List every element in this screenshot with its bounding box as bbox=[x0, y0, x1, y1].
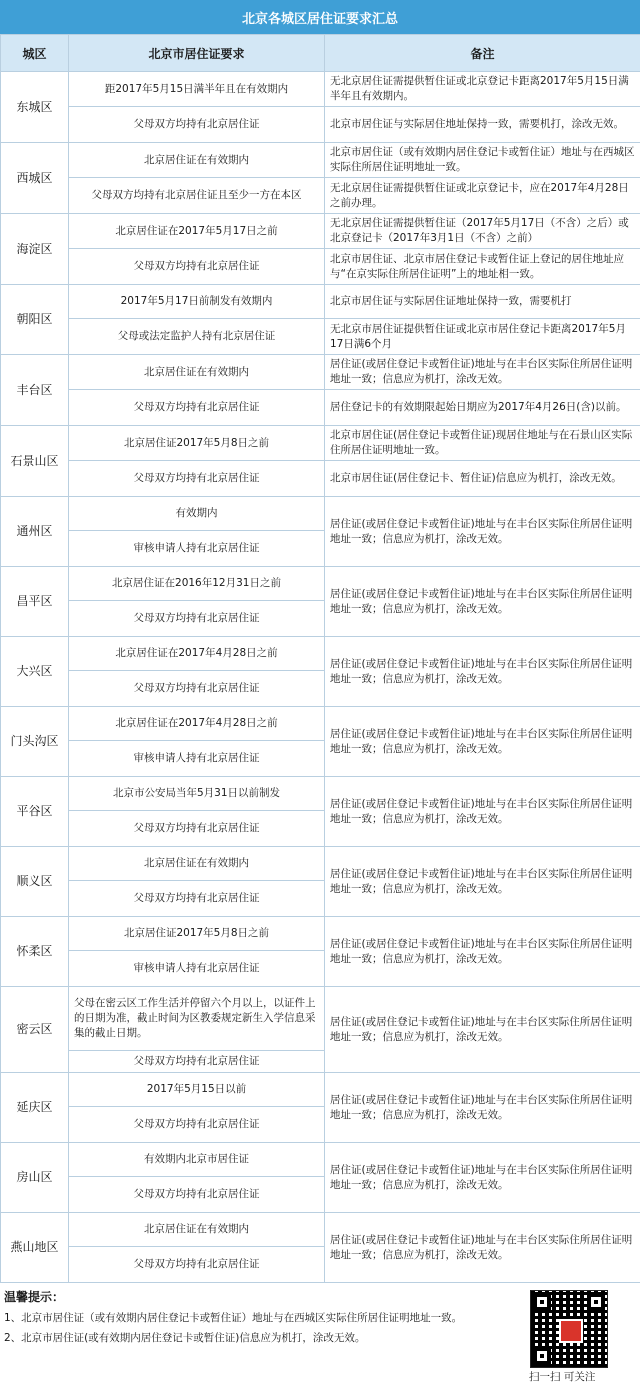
requirement-cell: 北京居住证在有效期内 bbox=[69, 355, 325, 390]
district-cell: 昌平区 bbox=[1, 567, 69, 637]
district-cell: 顺义区 bbox=[1, 847, 69, 917]
requirement-cell: 北京居住证2017年5月8日之前 bbox=[69, 917, 325, 951]
requirement-cell: 父母在密云区工作生活并停留六个月以上，以证件上的日期为准，截止时间为区教委规定新生入学信息采集的截止日期。 bbox=[69, 987, 325, 1051]
table-row bbox=[1, 143, 640, 178]
requirement-cell: 父母双方均持有北京居住证 bbox=[69, 249, 325, 285]
table-row bbox=[1, 178, 640, 214]
qr-code-icon bbox=[530, 1290, 608, 1368]
table-row bbox=[1, 355, 640, 390]
footer bbox=[0, 1286, 640, 1381]
table-row bbox=[1, 214, 640, 249]
table-header-row bbox=[1, 35, 640, 72]
note-cell: 居住证(或居住登记卡或暂住证)地址与在丰台区实际住所居住证明地址一致；信息应为机打，涂改无效。 bbox=[325, 777, 640, 847]
column-header-district: 城区 bbox=[1, 35, 69, 72]
requirement-cell: 北京居住证在2017年5月17日之前 bbox=[69, 214, 325, 249]
district-cell: 怀柔区 bbox=[1, 917, 69, 987]
table-row bbox=[1, 847, 640, 881]
logo-icon bbox=[559, 1319, 583, 1343]
district-cell: 西城区 bbox=[1, 143, 69, 214]
district-cell: 房山区 bbox=[1, 1143, 69, 1213]
requirements-table bbox=[0, 34, 640, 1283]
note-cell: 北京市居住证(居住登记卡、暂住证)信息应为机打，涂改无效。 bbox=[325, 461, 640, 497]
requirement-cell: 父母或法定监护人持有北京居住证 bbox=[69, 319, 325, 355]
requirement-cell: 审核申请人持有北京居住证 bbox=[69, 741, 325, 777]
table-row bbox=[1, 777, 640, 811]
requirement-cell: 父母双方均持有北京居住证 bbox=[69, 811, 325, 847]
table-row bbox=[1, 1213, 640, 1247]
note-cell: 北京市居住证(居住登记卡或暂住证)现居住地址与在石景山区实际住所居住证明地址一致。 bbox=[325, 426, 640, 461]
district-cell: 大兴区 bbox=[1, 637, 69, 707]
requirement-cell: 父母双方均持有北京居住证 bbox=[69, 1051, 325, 1073]
table-row bbox=[1, 1073, 640, 1107]
note-cell: 居住证(或居住登记卡或暂住证)地址与在丰台区实际住所居住证明地址一致；信息应为机打，涂改无效。 bbox=[325, 847, 640, 917]
requirement-cell: 父母双方均持有北京居住证 bbox=[69, 881, 325, 917]
note-cell: 居住证(或居住登记卡或暂住证)地址与在丰台区实际住所居住证明地址一致；信息应为机打，涂改无效。 bbox=[325, 1213, 640, 1283]
table-row bbox=[1, 917, 640, 951]
note-cell: 居住证(或居住登记卡或暂住证)地址与在丰台区实际住所居住证明地址一致；信息应为机打，涂改无效。 bbox=[325, 497, 640, 567]
requirement-cell: 父母双方均持有北京居住证 bbox=[69, 1247, 325, 1283]
requirement-cell: 北京居住证在有效期内 bbox=[69, 847, 325, 881]
requirement-cell: 北京市公安局当年5月31日以前制发 bbox=[69, 777, 325, 811]
note-cell: 居住证(或居住登记卡或暂住证)地址与在丰台区实际住所居住证明地址一致；信息应为机打，涂改无效。 bbox=[325, 1073, 640, 1143]
table-row bbox=[1, 707, 640, 741]
requirement-cell: 2017年5月15日以前 bbox=[69, 1073, 325, 1107]
district-cell: 丰台区 bbox=[1, 355, 69, 426]
requirement-cell: 父母双方均持有北京居住证 bbox=[69, 1107, 325, 1143]
table-row bbox=[1, 1143, 640, 1177]
district-cell: 密云区 bbox=[1, 987, 69, 1073]
district-cell: 门头沟区 bbox=[1, 707, 69, 777]
requirement-cell: 2017年5月17日前制发有效期内 bbox=[69, 285, 325, 319]
requirement-cell: 北京居住证在有效期内 bbox=[69, 1213, 325, 1247]
requirement-cell: 父母双方均持有北京居住证 bbox=[69, 1177, 325, 1213]
table-row bbox=[1, 461, 640, 497]
note-cell: 居住证(或居住登记卡或暂住证)地址与在丰台区实际住所居住证明地址一致；信息应为机打，涂改无效。 bbox=[325, 567, 640, 637]
requirement-cell: 北京居住证在2017年4月28日之前 bbox=[69, 637, 325, 671]
district-cell: 延庆区 bbox=[1, 1073, 69, 1143]
note-cell: 无北京市居住证提供暂住证或北京市居住登记卡距离2017年5月17日满6个月 bbox=[325, 319, 640, 355]
district-cell: 通州区 bbox=[1, 497, 69, 567]
requirement-cell: 审核申请人持有北京居住证 bbox=[69, 531, 325, 567]
requirement-cell: 父母双方均持有北京居住证且至少一方在本区 bbox=[69, 178, 325, 214]
requirement-cell: 北京居住证2017年5月8日之前 bbox=[69, 426, 325, 461]
requirement-cell: 父母双方均持有北京居住证 bbox=[69, 461, 325, 497]
note-cell: 居住证(或居住登记卡或暂住证)地址与在丰台区实际住所居住证明地址一致；信息应为机打，涂改无效。 bbox=[325, 637, 640, 707]
note-cell: 北京市居住证、北京市居住登记卡或暂住证上登记的居住地址应与“在京实际住所居住证明”上的地址相一致。 bbox=[325, 249, 640, 285]
requirement-cell: 有效期内 bbox=[69, 497, 325, 531]
table-row bbox=[1, 987, 640, 1051]
note-cell: 北京市居住证与实际居住地址保持一致，需要机打，涂改无效。 bbox=[325, 107, 640, 143]
tip-item: 2、北京市居住证(或有效期内居住登记卡或暂住证)信息应为机打，涂改无效。 bbox=[4, 1330, 365, 1345]
tip-item: 1、北京市居住证（或有效期内居住登记卡或暂住证）地址与在西城区实际住所居住证明地址一致。 bbox=[4, 1310, 462, 1325]
requirement-cell: 北京居住证在有效期内 bbox=[69, 143, 325, 178]
requirement-cell: 父母双方均持有北京居住证 bbox=[69, 390, 325, 426]
requirement-cell: 审核申请人持有北京居住证 bbox=[69, 951, 325, 987]
note-cell: 北京市居住证与实际居住证地址保持一致，需要机打 bbox=[325, 285, 640, 319]
table-row bbox=[1, 319, 640, 355]
requirement-cell: 距2017年5月15日满半年且在有效期内 bbox=[69, 72, 325, 107]
note-cell: 居住证(或居住登记卡或暂住证)地址与在丰台区实际住所居住证明地址一致；信息应为机打，涂改无效。 bbox=[325, 1143, 640, 1213]
column-header-requirement: 北京市居住证要求 bbox=[69, 35, 325, 72]
district-cell: 东城区 bbox=[1, 72, 69, 143]
note-cell: 居住证(或居住登记卡或暂住证)地址与在丰台区实际住所居住证明地址一致；信息应为机打，涂改无效。 bbox=[325, 355, 640, 390]
note-cell: 无北京居住证需提供暂住证或北京登记卡，应在2017年4月28日之前办理。 bbox=[325, 178, 640, 214]
page-title: 北京各城区居住证要求汇总 bbox=[0, 0, 640, 34]
note-cell: 无北京居住证需提供暂住证或北京登记卡距离2017年5月15日满半年且有效期内。 bbox=[325, 72, 640, 107]
table-row bbox=[1, 497, 640, 531]
table-row bbox=[1, 249, 640, 285]
table-row bbox=[1, 426, 640, 461]
district-cell: 石景山区 bbox=[1, 426, 69, 497]
requirement-cell: 北京居住证在2016年12月31日之前 bbox=[69, 567, 325, 601]
table-row bbox=[1, 107, 640, 143]
note-cell: 居住证(或居住登记卡或暂住证)地址与在丰台区实际住所居住证明地址一致；信息应为机打，涂改无效。 bbox=[325, 987, 640, 1073]
note-cell: 居住证(或居住登记卡或暂住证)地址与在丰台区实际住所居住证明地址一致；信息应为机打，涂改无效。 bbox=[325, 707, 640, 777]
requirement-cell: 父母双方均持有北京居住证 bbox=[69, 601, 325, 637]
tips-title: 温馨提示： bbox=[4, 1288, 64, 1305]
column-header-note: 备注 bbox=[325, 35, 640, 72]
table-row bbox=[1, 567, 640, 601]
note-cell: 北京市居住证（或有效期内居住登记卡或暂住证）地址与在西城区实际住所居住证明地址一致。 bbox=[325, 143, 640, 178]
note-cell: 居住登记卡的有效期限起始日期应为2017年4月26日(含)以前。 bbox=[325, 390, 640, 426]
note-cell: 居住证(或居住登记卡或暂住证)地址与在丰台区实际住所居住证明地址一致；信息应为机打，涂改无效。 bbox=[325, 917, 640, 987]
table-row bbox=[1, 390, 640, 426]
table-row bbox=[1, 637, 640, 671]
district-cell: 海淀区 bbox=[1, 214, 69, 285]
table-row bbox=[1, 285, 640, 319]
qr-label: 扫一扫 可关注 bbox=[529, 1369, 595, 1384]
requirement-cell: 北京居住证在2017年4月28日之前 bbox=[69, 707, 325, 741]
requirement-cell: 有效期内北京市居住证 bbox=[69, 1143, 325, 1177]
requirement-cell: 父母双方均持有北京居住证 bbox=[69, 671, 325, 707]
district-cell: 平谷区 bbox=[1, 777, 69, 847]
district-cell: 燕山地区 bbox=[1, 1213, 69, 1283]
requirement-cell: 父母双方均持有北京居住证 bbox=[69, 107, 325, 143]
note-cell: 无北京居住证需提供暂住证（2017年5月17日（不含）之后）或北京登记卡（2017年3月1日（不含）之前） bbox=[325, 214, 640, 249]
district-cell: 朝阳区 bbox=[1, 285, 69, 355]
table-row bbox=[1, 72, 640, 107]
